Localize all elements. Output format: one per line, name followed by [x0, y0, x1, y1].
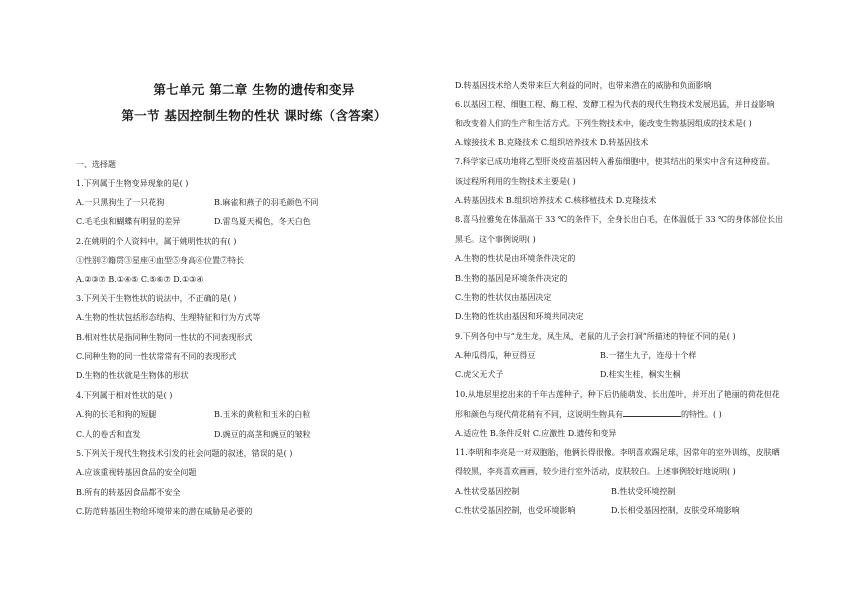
q8-option-d: D.生物的性状由基因和环境共同决定 [455, 312, 584, 321]
page-subtitle: 第一节 基因控制生物的性状 课时练（含答案） [121, 108, 387, 123]
q5-option-a: A.应该重视转基因食品的安全问题 [76, 468, 197, 477]
question-11-line-1: 11.李明和李亮是一对双胞胎，他俩长得很像。李明喜欢踢足球，因常年的室外训练，皮肤晒 [455, 448, 780, 457]
q11-option-c: C.性状受基因控制，也受环境影响 [455, 506, 576, 515]
question-6-line-1: 6.以基因工程、细胞工程、酶工程、发酵工程为代表的现代生物技术发展迅猛，并日益影响 [455, 100, 775, 109]
question-4: 4.下列属于相对性状的是( ) [76, 391, 173, 400]
q9-option-d: D.桂实生桂，桐实生桐 [600, 370, 681, 379]
q6-options: A.嫁接技术 B.克隆技术 C.组织培养技术 D.转基因技术 [455, 138, 649, 147]
q3-option-b: B.相对性状是指同种生物同一性状的不同表现形式 [76, 333, 253, 342]
question-6-line-2: 和改变着人们的生产和生活方式。下列生物技术中，能改变生物基因组成的技术是( ) [455, 119, 752, 128]
q2-items: ①性别②籍贯③星座④血型⑤身高⑥位置⑦特长 [76, 256, 244, 265]
q2-options: A.②③⑦ B.①④⑤ C.⑤⑥⑦ D.①③④ [76, 275, 204, 284]
question-9: 9.下列各句中与“龙生龙，凤生凤，老鼠的儿子会打洞”所描述的特征不同的是( ) [455, 332, 736, 341]
q3-option-a: A.生物的性状包括形态结构、生理特征和行为方式等 [76, 313, 261, 322]
section-heading: 一、选择题 [76, 160, 116, 169]
q4-option-d: D.豌豆的高茎和豌豆的皱粒 [214, 430, 311, 439]
question-11-line-2: 得较黑，李亮喜欢画画，较少进行室外活动，皮肤较白。上述事例较好地说明( ) [455, 467, 736, 476]
question-10-line-1: 10.从地层里挖出来的千年古莲种子，种下后仍能萌发、长出莲叶，并开出了艳丽的荷花但花 [455, 390, 780, 399]
q1-option-d: D.雷鸟夏天褐色，冬天白色 [214, 217, 311, 226]
q10-answer-blank [623, 408, 681, 417]
q11-option-a: A.性状受基因控制 [455, 487, 520, 496]
q8-option-c: C.生物的性状仅由基因决定 [455, 293, 552, 302]
q3-option-d: D.生物的性状就是生物体的形状 [76, 371, 189, 380]
q11-option-d: D.长相受基因控制，皮肤受环境影响 [611, 506, 740, 515]
question-8-line-1: 8.喜马拉雅兔在体温高于 33 ℃的条件下，全身长出白毛，在体温低于 33 ℃的身体部位长出 [455, 215, 784, 224]
q5-option-d: D.转基因技术给人类带来巨大利益的同时，也带来潜在的威胁和负面影响 [455, 81, 712, 90]
q10-options: A.适应性 B.条件反射 C.应激性 D.遗传和变异 [455, 429, 617, 438]
q4-option-a: A.狗的长毛和狗的短腿 [76, 410, 157, 419]
question-2: 2.在姚明的个人资料中，属于姚明性状的有( ) [76, 237, 237, 246]
question-7-line-1: 7.科学家已成功地将乙型肝炎疫苗基因转入番茄细胞中，使其结出的果实中含有这种疫苗。 [455, 157, 775, 166]
question-7-line-2: 该过程所利用的生物技术主要是( ) [455, 177, 576, 186]
q4-option-c: C.人的卷舌和直发 [76, 430, 141, 439]
page-title: 第七单元 第二章 生物的遗传和变异 [153, 82, 355, 97]
q9-option-a: A.种瓜得瓜，种豆得豆 [455, 351, 536, 360]
q10-text-before-blank: 形和颜色与现代荷花稍有不同，这说明生物具有 [455, 410, 623, 419]
question-5: 5.下列关于现代生物技术引发的社会问题的叙述，错误的是( ) [76, 449, 293, 458]
q8-option-b: B.生物的基因是环境条件决定的 [455, 274, 568, 283]
question-3: 3.下列关于生物性状的说法中，不正确的是( ) [76, 294, 237, 303]
q9-option-c: C.虎父无犬子 [455, 370, 504, 379]
q5-option-c: C.防范转基因生物给环境带来的潜在威胁是必要的 [76, 507, 253, 516]
q1-option-c: C.毛毛虫和蝴蝶有明显的差异 [76, 217, 181, 226]
q1-option-b: B.麻雀和燕子的羽毛颜色不同 [214, 198, 319, 207]
q11-option-b: B.性状受环境控制 [611, 487, 676, 496]
question-1: 1.下列属于生物变异现象的是( ) [76, 179, 189, 188]
q10-text-after-blank: 的特性。( ) [681, 410, 722, 419]
q1-option-a: A.一只黑狗生了一只花狗 [76, 198, 165, 207]
q9-option-b: B.一猪生九子，连母十个样 [600, 351, 697, 360]
q3-option-c: C.同种生物的同一性状常常有不同的表现形式 [76, 352, 237, 361]
q8-option-a: A.生物的性状是由环境条件决定的 [455, 254, 576, 263]
q4-option-b: B.玉米的黄粒和玉米的白粒 [214, 410, 311, 419]
question-10-line-2 [455, 408, 722, 420]
q7-options: A.转基因技术 B.组织培养技术 C.核移植技术 D.克隆技术 [455, 196, 657, 205]
q5-option-b: B.所有的转基因食品都不安全 [76, 488, 181, 497]
question-8-line-2: 黑毛。这个事例说明( ) [455, 235, 536, 244]
